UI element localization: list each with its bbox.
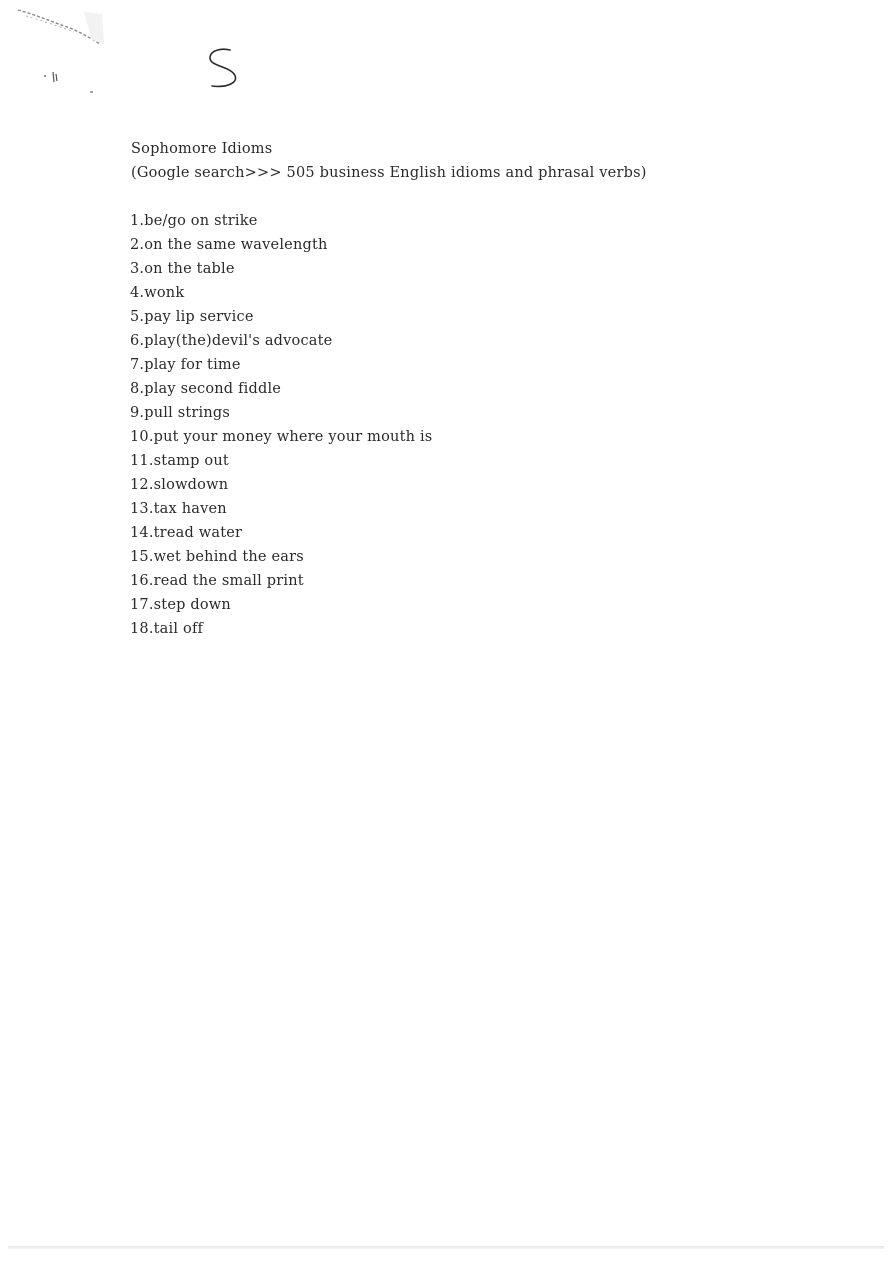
idiom-list — [130, 209, 432, 641]
list-item: 18.tail off — [130, 621, 204, 637]
list-item: 11.stamp out — [130, 453, 229, 469]
handwritten-s-mark — [200, 44, 246, 92]
list-item: 3.on the table — [130, 261, 235, 277]
list-item: 10.put your money where your mouth is — [130, 429, 433, 445]
document-header — [131, 137, 647, 185]
list-item: 6.play(the)devil's advocate — [130, 333, 333, 349]
list-item: 7.play for time — [130, 357, 241, 373]
list-item: 2.on the same wavelength — [130, 237, 328, 253]
list-item: 13.tax haven — [130, 501, 227, 517]
source-note: (Google search>>> 505 business English idioms and phrasal verbs) — [131, 165, 647, 181]
list-item: 5.pay lip service — [130, 309, 254, 325]
list-item: 9.pull strings — [130, 405, 231, 421]
list-item: 15.wet behind the ears — [130, 549, 304, 565]
list-item: 14.tread water — [130, 525, 243, 541]
list-item: 16.read the small print — [130, 573, 304, 589]
document-title: Sophomore Idioms — [131, 141, 273, 157]
page-bottom-edge — [8, 1246, 884, 1249]
list-item: 1.be/go on strike — [130, 213, 258, 229]
list-item: 12.slowdown — [130, 477, 229, 493]
list-item: 8.play second fiddle — [130, 381, 282, 397]
list-item: 17.step down — [130, 597, 231, 613]
scan-artifact-marks — [14, 4, 114, 104]
list-item: 4.wonk — [130, 285, 185, 301]
